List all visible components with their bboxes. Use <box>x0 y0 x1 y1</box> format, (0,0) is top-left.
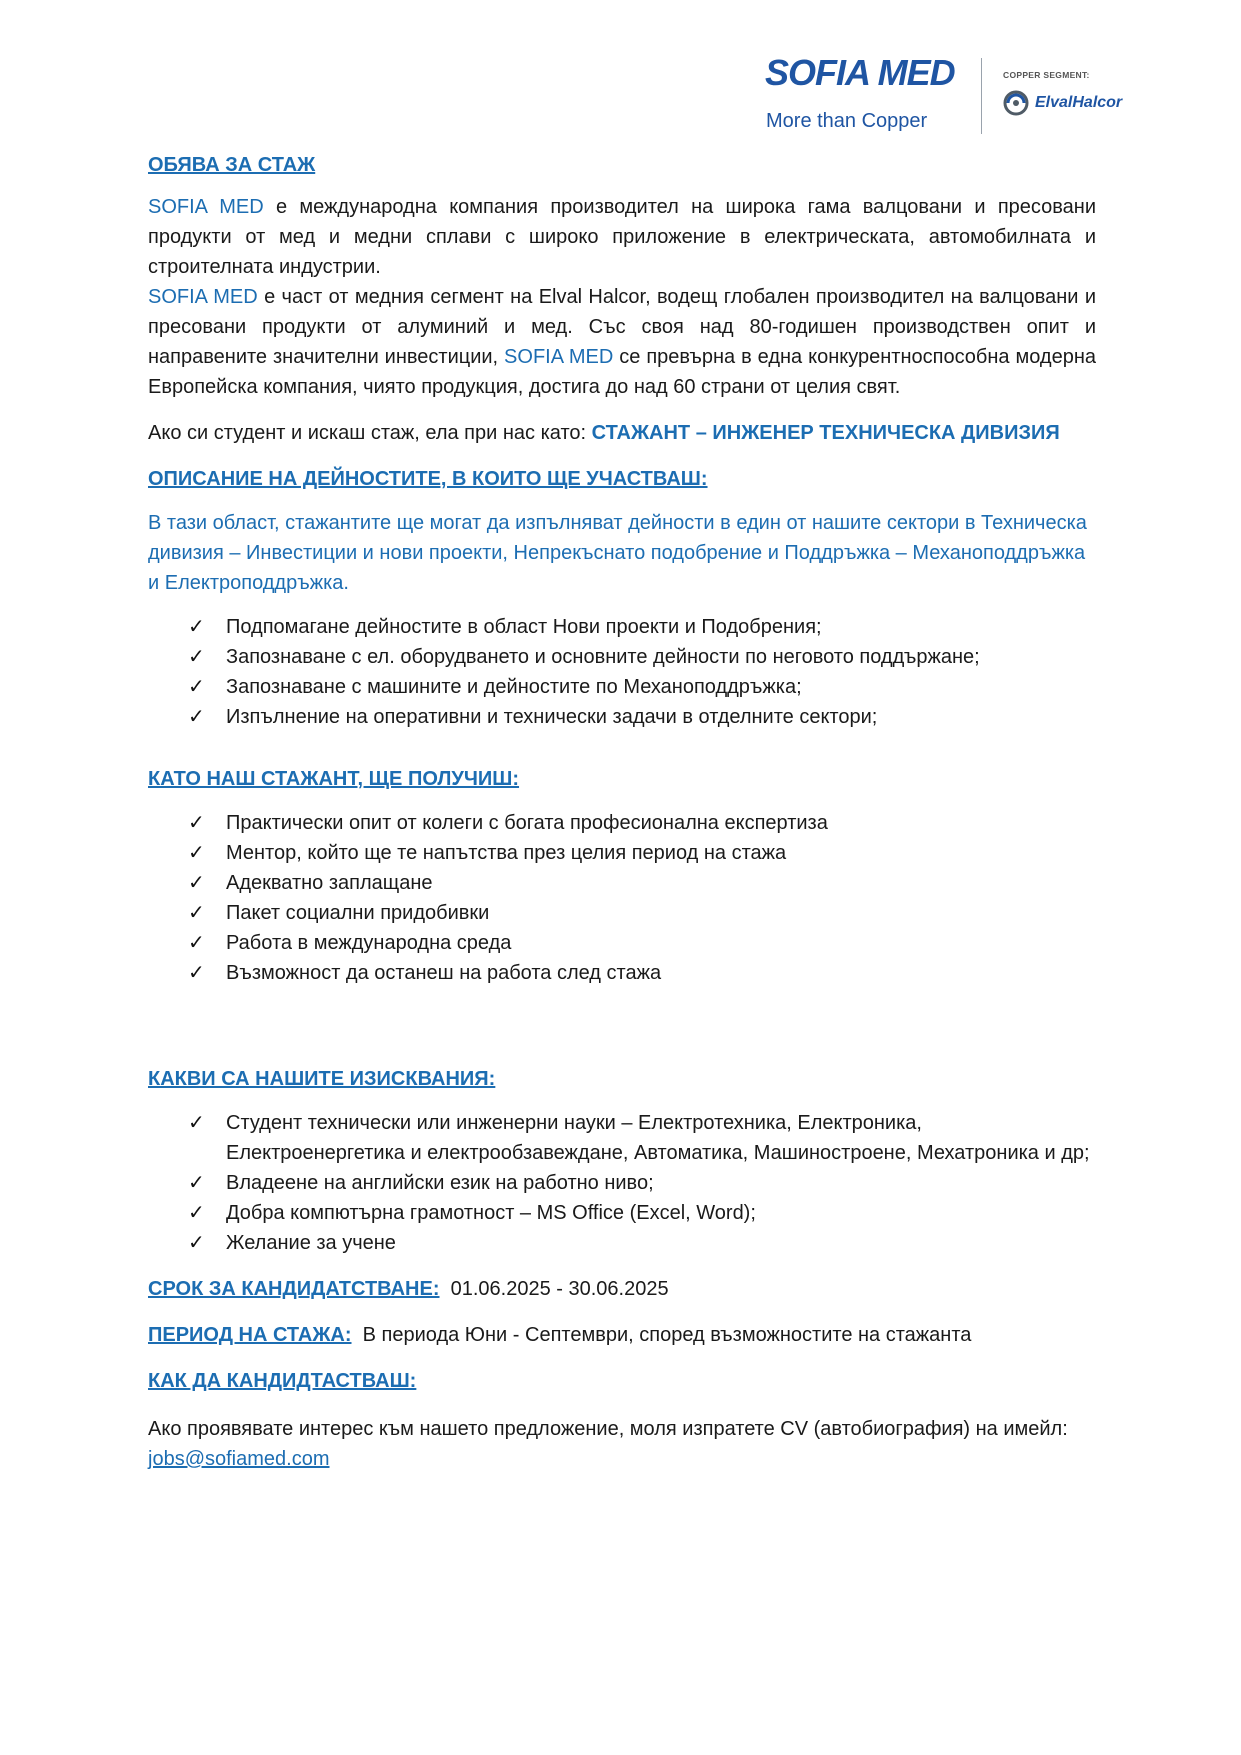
position-title: СТАЖАНТ – ИНЖЕНЕР ТЕХНИЧЕСКА ДИВИЗИЯ <box>591 422 1060 444</box>
period-line <box>148 1320 1096 1350</box>
list-item <box>188 868 1096 898</box>
requirements-list <box>148 1108 1096 1258</box>
benefits-heading: КАТО НАШ СТАЖАНТ, ЩЕ ПОЛУЧИШ: <box>148 768 520 790</box>
logo-divider <box>981 58 982 134</box>
job-posting <box>148 150 1096 1474</box>
list-item <box>188 1198 1096 1228</box>
apply-paragraph <box>148 1414 1096 1474</box>
list-item-text: Адекватно заплащане <box>226 872 433 894</box>
list-item-text: Желание за учене <box>226 1232 396 1254</box>
intro-text-1: е международна компания производител на широка гама валцовани и пресовани продукти от мед и медни сплави с широко приложение в електрическата, автомобилната и строителната индустрии. <box>148 196 1097 278</box>
requirements-heading: КАКВИ СА НАШИТЕ ИЗИСКВАНИЯ: <box>148 1068 496 1090</box>
list-item-text: Изпълнение на оперативни и технически задачи в отделните сектори; <box>226 706 878 728</box>
list-item <box>188 808 1096 838</box>
check-icon: ✓ <box>188 932 205 954</box>
elvalhalcor-emblem-icon <box>1003 90 1029 116</box>
list-item <box>188 642 1096 672</box>
invite-paragraph <box>148 418 1096 448</box>
period-label: ПЕРИОД НА СТАЖА: <box>148 1324 352 1346</box>
check-icon: ✓ <box>188 1112 205 1134</box>
intro-paragraph-2 <box>148 282 1096 402</box>
period-value: В периода Юни - Септември, според възможностите на стажанта <box>362 1324 972 1346</box>
list-item-text: Работа в международна среда <box>226 932 512 954</box>
list-item <box>188 1108 1096 1168</box>
check-icon: ✓ <box>188 842 205 864</box>
activities-list <box>148 612 1096 732</box>
list-item-text: Запознаване с машините и дейностите по Механоподдръжка; <box>226 676 802 698</box>
check-icon: ✓ <box>188 706 205 728</box>
apply-text: Ако проявявате интерес към нашето предложение, моля изпратете CV (автобиография) на имейл: <box>148 1418 1068 1440</box>
email-link[interactable]: jobs@sofiamed.com <box>148 1448 330 1470</box>
list-item <box>188 838 1096 868</box>
deadline-line <box>148 1274 1096 1304</box>
list-item <box>188 702 1096 732</box>
deadline-value: 01.06.2025 - 30.06.2025 <box>450 1278 669 1300</box>
deadline-label: СРОК ЗА КАНДИДАТСТВАНЕ: <box>148 1278 440 1300</box>
logo-tagline: More than Copper <box>766 110 928 132</box>
check-icon: ✓ <box>188 1232 205 1254</box>
apply-heading: КАК ДА КАНДИДТАСТВАШ: <box>148 1370 417 1392</box>
sofia-med-logo: SOFIA MED <box>765 52 955 93</box>
list-item-text: Подпомагане дейностите в област Нови проекти и Подобрения; <box>226 616 822 638</box>
intro-text-2a: е част от медния сегмент на Elval Halcor, водещ глобален производител на валцовани и пресовани продукти от алуминий и мед. Със своя над 80-годишен производствен опит и направените значителни инвестиции, <box>148 286 1097 368</box>
page-title: ОБЯВА ЗА СТАЖ <box>148 154 316 176</box>
check-icon: ✓ <box>188 1202 205 1224</box>
invite-text: Ако си студент и искаш стаж, ела при нас като: <box>148 422 592 444</box>
elvalhalcor-logo <box>1003 90 1122 116</box>
list-item-text: Студент технически или инженерни науки – Електротехника, Електроника, Електроенергетика и електрообзавеждане, Автоматика, Машиностроене, Мехатроника и др; <box>226 1112 1090 1164</box>
check-icon: ✓ <box>188 646 205 668</box>
list-item-text: Запознаване с ел. оборудването и основните дейности по неговото поддържане; <box>226 646 980 668</box>
benefits-list <box>148 808 1096 988</box>
header-logo <box>765 50 1185 140</box>
intro-text-2b: се превърна в една конкурентноспособна модерна Европейска компания, чиято продукция, достига до над 60 страни от целия свят. <box>148 346 1097 398</box>
list-item-text: Пакет социални придобивки <box>226 902 490 924</box>
activities-heading: ОПИСАНИЕ НА ДЕЙНОСТИТЕ, В КОИТО ЩЕ УЧАСТВАШ: <box>148 468 708 490</box>
list-item-text: Практически опит от колеги с богата професионална експертиза <box>226 812 828 834</box>
list-item-text: Добра компютърна грамотност – MS Office (Excel, Word); <box>226 1202 756 1224</box>
copper-segment-label: COPPER SEGMENT: <box>1003 70 1090 80</box>
brand-name: SOFIA MED <box>148 286 258 308</box>
brand-name: SOFIA MED <box>148 196 264 218</box>
list-item <box>188 898 1096 928</box>
check-icon: ✓ <box>188 962 205 984</box>
activities-description: В тази област, стажантите ще могат да изпълняват дейности в един от нашите сектори в Техническа дивизия – Инвестиции и нови проекти, Непрекъснато подобрение и Поддръжка – Механоподдръжка и Електроподдръжка. <box>148 512 1087 594</box>
brand-name: SOFIA MED <box>504 346 614 368</box>
list-item <box>188 672 1096 702</box>
elvalhalcor-name: ElvalHalcor <box>1035 94 1123 111</box>
list-item <box>188 612 1096 642</box>
list-item-text: Възможност да останеш на работа след стажа <box>226 962 662 984</box>
check-icon: ✓ <box>188 676 205 698</box>
check-icon: ✓ <box>188 616 205 638</box>
check-icon: ✓ <box>188 872 205 894</box>
list-item <box>188 958 1096 988</box>
list-item <box>188 928 1096 958</box>
intro-paragraph-1 <box>148 192 1096 282</box>
list-item <box>188 1168 1096 1198</box>
list-item-text: Владеене на английски език на работно ниво; <box>226 1172 654 1194</box>
list-item-text: Ментор, който ще те напътства през целия период на стажа <box>226 842 787 864</box>
list-item <box>188 1228 1096 1258</box>
check-icon: ✓ <box>188 812 205 834</box>
check-icon: ✓ <box>188 1172 205 1194</box>
check-icon: ✓ <box>188 902 205 924</box>
